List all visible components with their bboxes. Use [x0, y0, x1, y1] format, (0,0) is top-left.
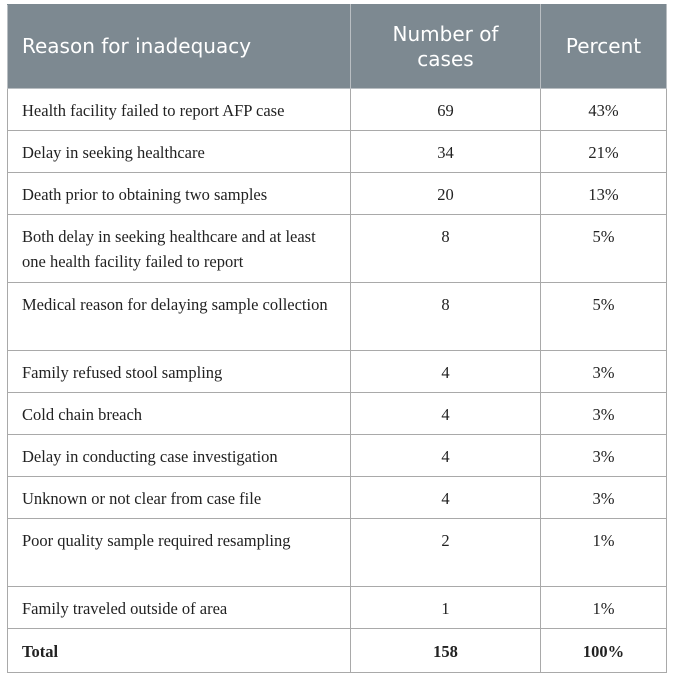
inadequacy-table-container	[7, 4, 666, 665]
reason-cell: Medical reason for delaying sample collection	[8, 283, 351, 351]
table-total-row	[8, 629, 667, 673]
header-number-of-cases: Number of cases	[351, 5, 541, 89]
table-row	[8, 283, 667, 351]
percent-cell: 13%	[541, 173, 667, 215]
percent-cell: 5%	[541, 215, 667, 283]
table-row	[8, 587, 667, 629]
percent-cell: 1%	[541, 519, 667, 587]
percent-cell: 43%	[541, 89, 667, 131]
cases-cell: 34	[351, 131, 541, 173]
reason-cell: Death prior to obtaining two samples	[8, 173, 351, 215]
reason-cell: Unknown or not clear from case file	[8, 477, 351, 519]
table-row	[8, 89, 667, 131]
reason-cell: Health facility failed to report AFP case	[8, 89, 351, 131]
cases-cell: 4	[351, 393, 541, 435]
percent-cell: 3%	[541, 477, 667, 519]
table-row	[8, 393, 667, 435]
inadequacy-reasons-table	[7, 4, 667, 673]
percent-cell: 3%	[541, 393, 667, 435]
reason-cell: Both delay in seeking healthcare and at least one health facility failed to report	[8, 215, 351, 283]
cases-cell: 1	[351, 587, 541, 629]
cases-cell: 4	[351, 477, 541, 519]
cases-cell: 4	[351, 351, 541, 393]
cases-cell: 2	[351, 519, 541, 587]
reason-cell: Delay in seeking healthcare	[8, 131, 351, 173]
table-row	[8, 351, 667, 393]
percent-cell: 21%	[541, 131, 667, 173]
reason-cell: Poor quality sample required resampling	[8, 519, 351, 587]
percent-cell: 5%	[541, 283, 667, 351]
table-row	[8, 519, 667, 587]
cases-cell: 4	[351, 435, 541, 477]
table-row	[8, 477, 667, 519]
cases-cell: 20	[351, 173, 541, 215]
total-percent: 100%	[541, 629, 667, 673]
cases-cell: 69	[351, 89, 541, 131]
header-percent: Percent	[541, 5, 667, 89]
reason-cell: Delay in conducting case investigation	[8, 435, 351, 477]
cases-cell: 8	[351, 215, 541, 283]
percent-cell: 1%	[541, 587, 667, 629]
reason-cell: Family refused stool sampling	[8, 351, 351, 393]
header-reason: Reason for inadequacy	[8, 5, 351, 89]
reason-cell: Cold chain breach	[8, 393, 351, 435]
table-row	[8, 435, 667, 477]
total-cases: 158	[351, 629, 541, 673]
total-label: Total	[8, 629, 351, 673]
percent-cell: 3%	[541, 435, 667, 477]
cases-cell: 8	[351, 283, 541, 351]
table-row	[8, 215, 667, 283]
table-row	[8, 131, 667, 173]
percent-cell: 3%	[541, 351, 667, 393]
reason-cell: Family traveled outside of area	[8, 587, 351, 629]
table-row	[8, 173, 667, 215]
table-header-row	[8, 5, 667, 89]
